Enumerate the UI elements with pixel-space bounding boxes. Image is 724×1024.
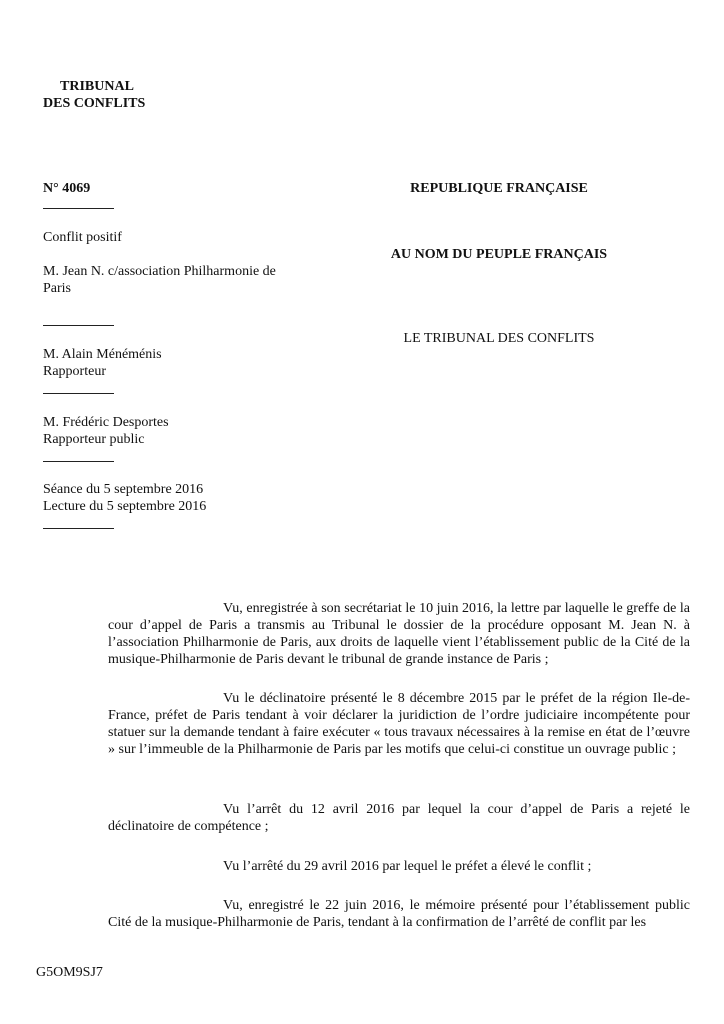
rapporteur-name: M. Alain Ménéménis (43, 347, 162, 362)
body-paragraph: Vu, enregistré le 22 juin 2016, le mémoire présenté pour l’établissement public Cité de la musique-Philharmonie de Paris, tendant à la confirmation de l’arrêté de conflit par les (108, 898, 690, 930)
separator-rule (43, 393, 114, 394)
separator-rule (43, 528, 114, 529)
lecture-date: Lecture du 5 septembre 2016 (43, 499, 207, 514)
rapporteur-public-role: Rapporteur public (43, 432, 145, 447)
body-paragraph: Vu l’arrêté du 29 avril 2016 par lequel le préfet a élevé le conflit ; (223, 859, 592, 874)
rapporteur-public-name: M. Frédéric Desportes (43, 415, 169, 430)
court-header-line2: DES CONFLITS (43, 96, 146, 111)
tribunal-heading: LE TRIBUNAL DES CONFLITS (403, 331, 595, 346)
court-header-line1: TRIBUNAL (60, 79, 134, 94)
footer-code: G5OM9SJ7 (36, 965, 103, 980)
separator-rule (43, 208, 114, 209)
body-paragraph: Vu le déclinatoire présenté le 8 décembre 2015 par le préfet de la région Ile-de-France, préfet de Paris tendant à voir déclarer la juridiction de l’ordre judiciaire incompétente pour statuer sur la demande tendant à faire exécuter « tous travaux nécessaires à la remise en état de l’œuvre » sur l’immeuble de la Philharmonie de Paris par les motifs que celui-ci constitue un ouvrage public ; (108, 691, 690, 757)
separator-rule (43, 325, 114, 326)
parties-line2: Paris (43, 281, 71, 296)
rapporteur-role: Rapporteur (43, 364, 106, 379)
republic-heading: REPUBLIQUE FRANÇAISE (410, 181, 588, 196)
body-paragraph: Vu, enregistrée à son secrétariat le 10 juin 2016, la lettre par laquelle le greffe de la cour d’appel de Paris a transmis au Tribunal le dossier de la procédure opposant M. Jean N. à l’association Philharmonie de Paris, aux droits de laquelle vient l’établissement public de la Cité de la musique-Philharmonie de Paris devant le tribunal de grande instance de Paris ; (108, 601, 690, 667)
au-nom-heading: AU NOM DU PEUPLE FRANÇAIS (390, 247, 608, 262)
separator-rule (43, 461, 114, 462)
parties-line1: M. Jean N. c/association Philharmonie de (43, 264, 276, 279)
body-paragraph: Vu l’arrêt du 12 avril 2016 par lequel la cour d’appel de Paris a rejeté le déclinatoire de compétence ; (108, 802, 690, 834)
seance-date: Séance du 5 septembre 2016 (43, 482, 204, 497)
case-number: N° 4069 (43, 181, 91, 196)
case-type: Conflit positif (43, 230, 122, 245)
